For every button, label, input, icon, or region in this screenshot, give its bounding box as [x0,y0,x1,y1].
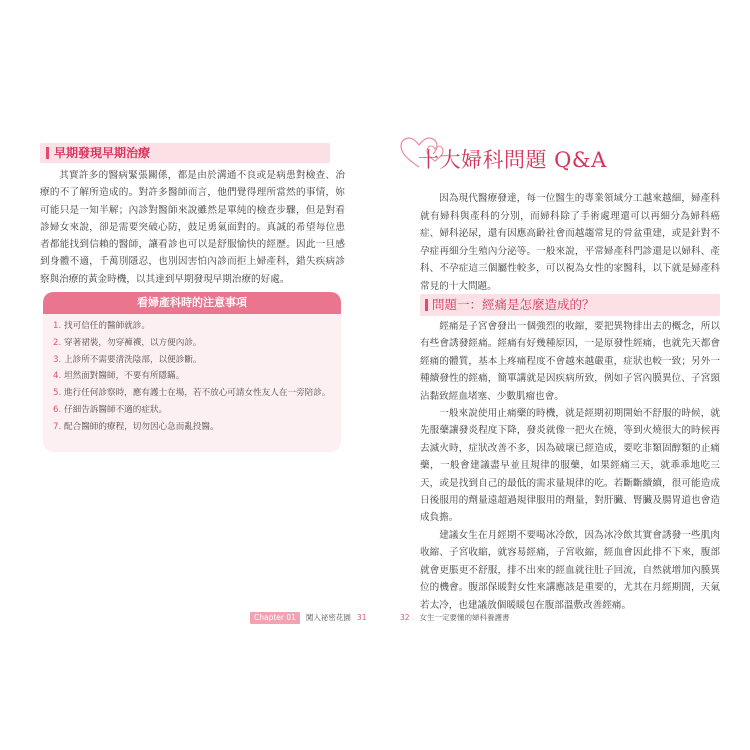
list-item [53,419,331,436]
body-paragraph: 建議女生在月經期不要喝冰冷飲，因為冰冷飲其實會誘發一些肌肉收縮、子宮收縮，就容易經痛，子宮收縮，經血會因此排不下來，腹部就會更脹更不舒服，排不出來的經血就往肚子回流，自然就增加內膜異位的機會。腹部保暖對女性來講應該是重要的，尤其在月經期間，天氣若太冷，也建議放個暖暖包在腹部溫敷改善經痛。 [420,529,720,611]
list-number: 7. [53,421,62,432]
notice-box [43,292,341,452]
list-number: 3. [53,354,62,365]
list-item [53,352,331,369]
body-paragraph: 一般來說使用止痛藥的時機，就是經期初期開始不舒服的時候，就先服藥讓發炎程度下降，發炎就像一把火在燒，等到火燒很大的時候再去滅火時，症狀改善不多，因為破壞已經造成，要吃非類固醇類的止痛藥，一般會建議盡早並且規律的服藥，如果經痛三天，就乖乖地吃三天，或是找到自己的最低的需求量規律的吃。若斷斷續續，很可能造成日後服用的劑量遠超過規律服用的劑量，對肝臟、腎臟及腸胃道也會造成負擔。 [420,408,720,524]
question-title: 問題一：經痛是怎麼造成的？ [420,294,720,316]
body-paragraph: 經痛是子宮會發出一個強烈的收縮，要把異物排出去的概念，所以有些會誘發經痛。經痛有好幾種原因，一是原發性經痛，也就先天都會經痛的體質，基本上疼痛程度不會越來越嚴重，症狀也較一致；另外一種續發性的經痛，簡單講就是因疾病所致，例如子宮內膜異位、子宮頸沾黏致經血堵塞、少數肌瘤也會。 [420,321,720,402]
page-number: 31 [356,613,367,622]
list-number: 4. [53,371,62,382]
right-footer [400,612,510,624]
notice-list [43,314,341,436]
page-number: 32 [400,613,410,622]
list-item [53,335,331,352]
list-number: 1. [53,321,62,331]
list-item [53,318,331,335]
left-footer [250,612,366,624]
list-number: 5. [53,388,62,399]
list-number: 2. [53,337,62,348]
notice-title: 看婦產科時的注意事項 [43,292,341,314]
list-item [53,368,331,385]
book-title: 女生一定要懂的婦科養護書 [419,613,510,622]
list-item [53,402,331,419]
intro-paragraph: 因為現代醫療發達，每一位醫生的專業領域分工越來越細，婦產科就有婦科與產科的分別，而婦科除了手術處理還可以再細分為婦科癌症、婦科泌尿，還有因應高齡社會而越趨常見的骨盆重建，或是針對不孕症再細分生殖內分泌等。一般來說，平常婦產科門診還是以婦科、產科、不孕症這三個屬性較多，可以視為女性的家醫科，以下就是婦產科常見的十大問題。 [420,193,720,292]
page-title: 十大婦科問題 Q&A [418,148,607,172]
chapter-tag: Chapter 01 [250,612,300,624]
section-title: 早期發現早期治療 [40,143,330,163]
list-text: 進行任何診察時，應有護士在場，若不放心可請女性友人在一旁陪診。 [64,388,331,399]
question-body [420,318,720,614]
body-paragraph: 其實許多的醫病緊張關係，都是由於溝通不良或是病患對檢查、治療的不了解所造成的。對許多醫師而言，他們覺得理所當然的事情，妳可能只是一知半解；內診對醫師來說雖然是單純的檢查步驟，但是對看診婦女來說，卻是需要突破心防，鼓足勇氣面對的。真誠的希望每位患者都能找到信賴的醫師，讓看診也可以是舒服愉快的經歷。因此一旦感到身體不適，千萬別隱忍，也別因害怕內診而拒上婦產科，錯失疾病診察與治療的黃金時機，以其達到早期發現早期治療的好處。 [40,170,345,285]
list-text: 坦然面對醫師，不要有所隱瞞。 [64,371,185,382]
chapter-title: 闖入祕密花園 [305,613,351,622]
right-page [375,0,750,750]
list-item [53,385,331,402]
list-text: 仔細告訴醫師不適的症狀。 [64,404,168,415]
list-number: 6. [53,404,62,415]
list-text: 穿著裙裝，勿穿褲襪，以方便內診。 [64,337,202,348]
list-text: 配合醫師的療程，切勿因心急而亂投醫。 [64,421,219,432]
list-text: 找可信任的醫師就診。 [64,321,150,331]
list-text: 上診所不需要清洗陰部，以便診斷。 [64,354,202,365]
